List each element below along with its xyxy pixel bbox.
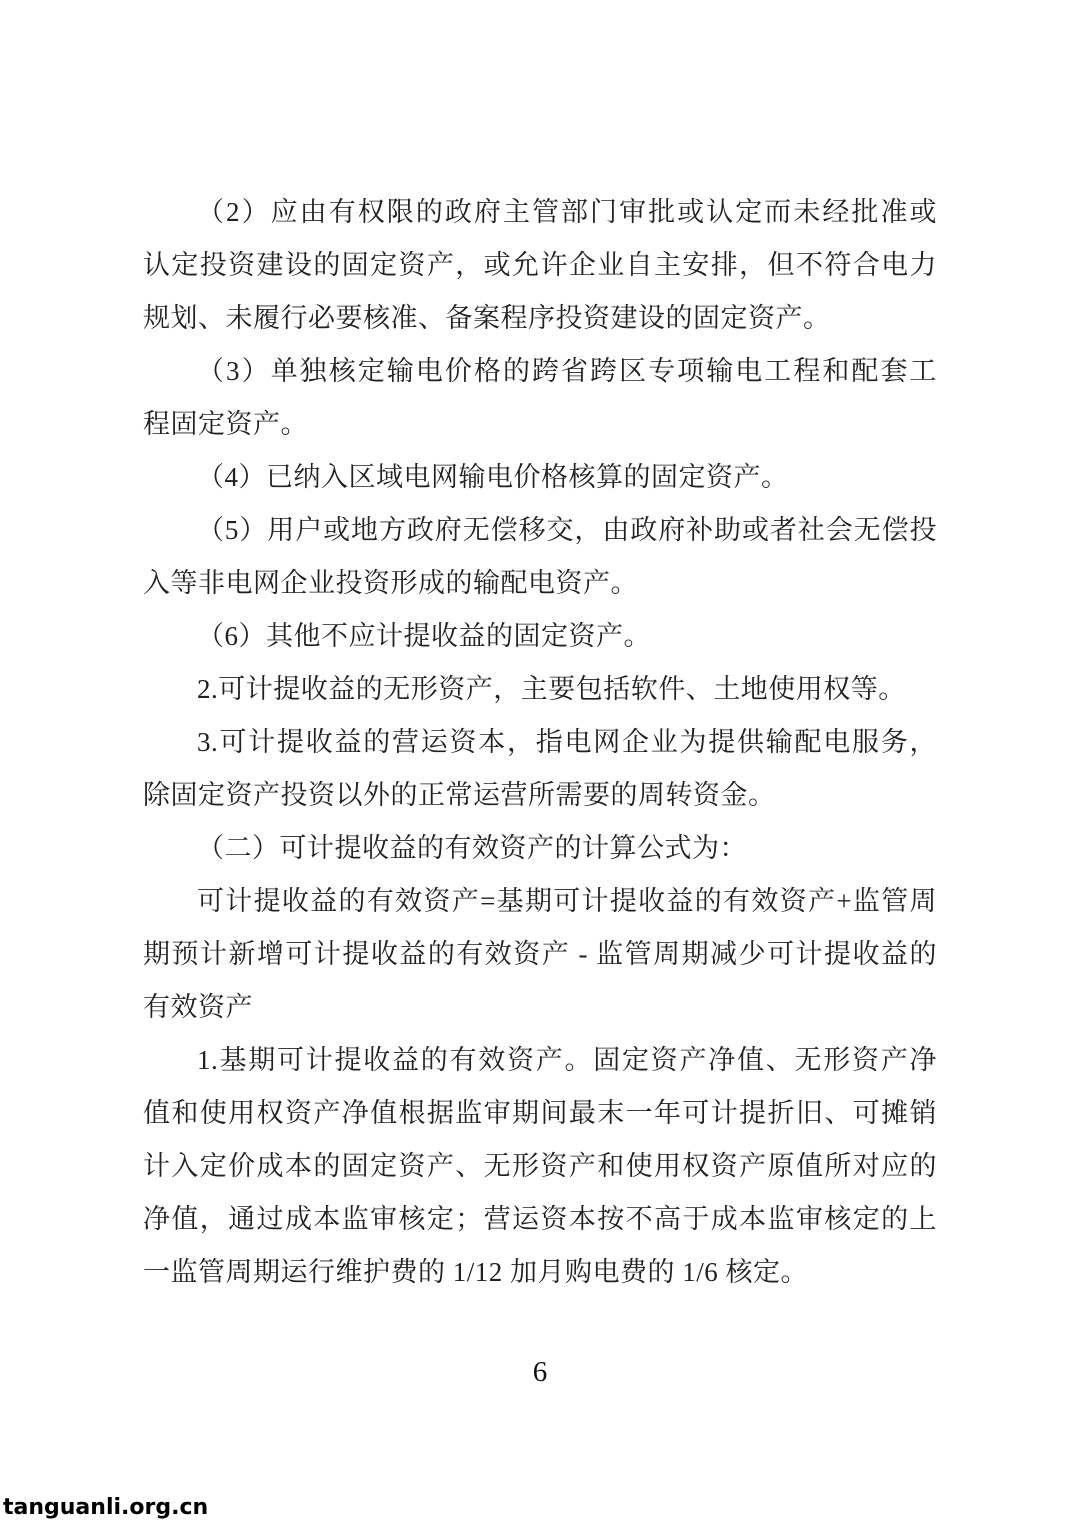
text-line: 认定投资建设的固定资产，或允许企业自主安排，但不符合电力 (143, 250, 937, 280)
text-line: （二）可计提收益的有效资产的计算公式为： (197, 833, 747, 863)
text-line: 期预计新增可计提收益的有效资产 - 监管周期减少可计提收益的 (143, 939, 937, 969)
text-line: 规划、未履行必要核准、备案程序投资建设的固定资产。 (143, 303, 831, 333)
text-line: 3.可计提收益的营运资本，指电网企业为提供输配电服务， (197, 727, 937, 757)
text-line: 程固定资产。 (143, 409, 308, 439)
text-line: （6）其他不应计提收益的固定资产。 (197, 621, 651, 651)
text-line: 计入定价成本的固定资产、无形资产和使用权资产原值所对应的 (143, 1151, 937, 1181)
text-line: （4）已纳入区域电网输电价格核算的固定资产。 (197, 462, 789, 492)
text-line: 2.可计提收益的无形资产，主要包括软件、土地使用权等。 (197, 674, 906, 704)
text-line: 净值，通过成本监审核定；营运资本按不高于成本监审核定的上 (143, 1204, 937, 1234)
text-line: （5）用户或地方政府无偿移交，由政府补助或者社会无偿投 (197, 515, 937, 545)
text-line: 1.基期可计提收益的有效资产。固定资产净值、无形资产净 (197, 1045, 937, 1075)
text-line: 可计提收益的有效资产=基期可计提收益的有效资产+监管周 (197, 886, 937, 916)
text-line: 入等非电网企业投资形成的输配电资产。 (143, 568, 638, 598)
document-body (143, 186, 937, 1299)
text-line: （3）单独核定输电价格的跨省跨区专项输电工程和配套工 (197, 356, 937, 386)
text-line: 有效资产 (143, 992, 253, 1022)
text-line: 除固定资产投资以外的正常运营所需要的周转资金。 (143, 780, 776, 810)
watermark: tanguanli.org.cn (3, 1495, 209, 1520)
text-line: 一监管周期运行维护费的 1/12 加月购电费的 1/6 核定。 (143, 1257, 809, 1287)
text-line: 值和使用权资产净值根据监审期间最末一年可计提折旧、可摊销 (143, 1098, 937, 1128)
text-line: （2）应由有权限的政府主管部门审批或认定而未经批准或 (197, 197, 937, 227)
page-number: 6 (532, 1356, 548, 1388)
